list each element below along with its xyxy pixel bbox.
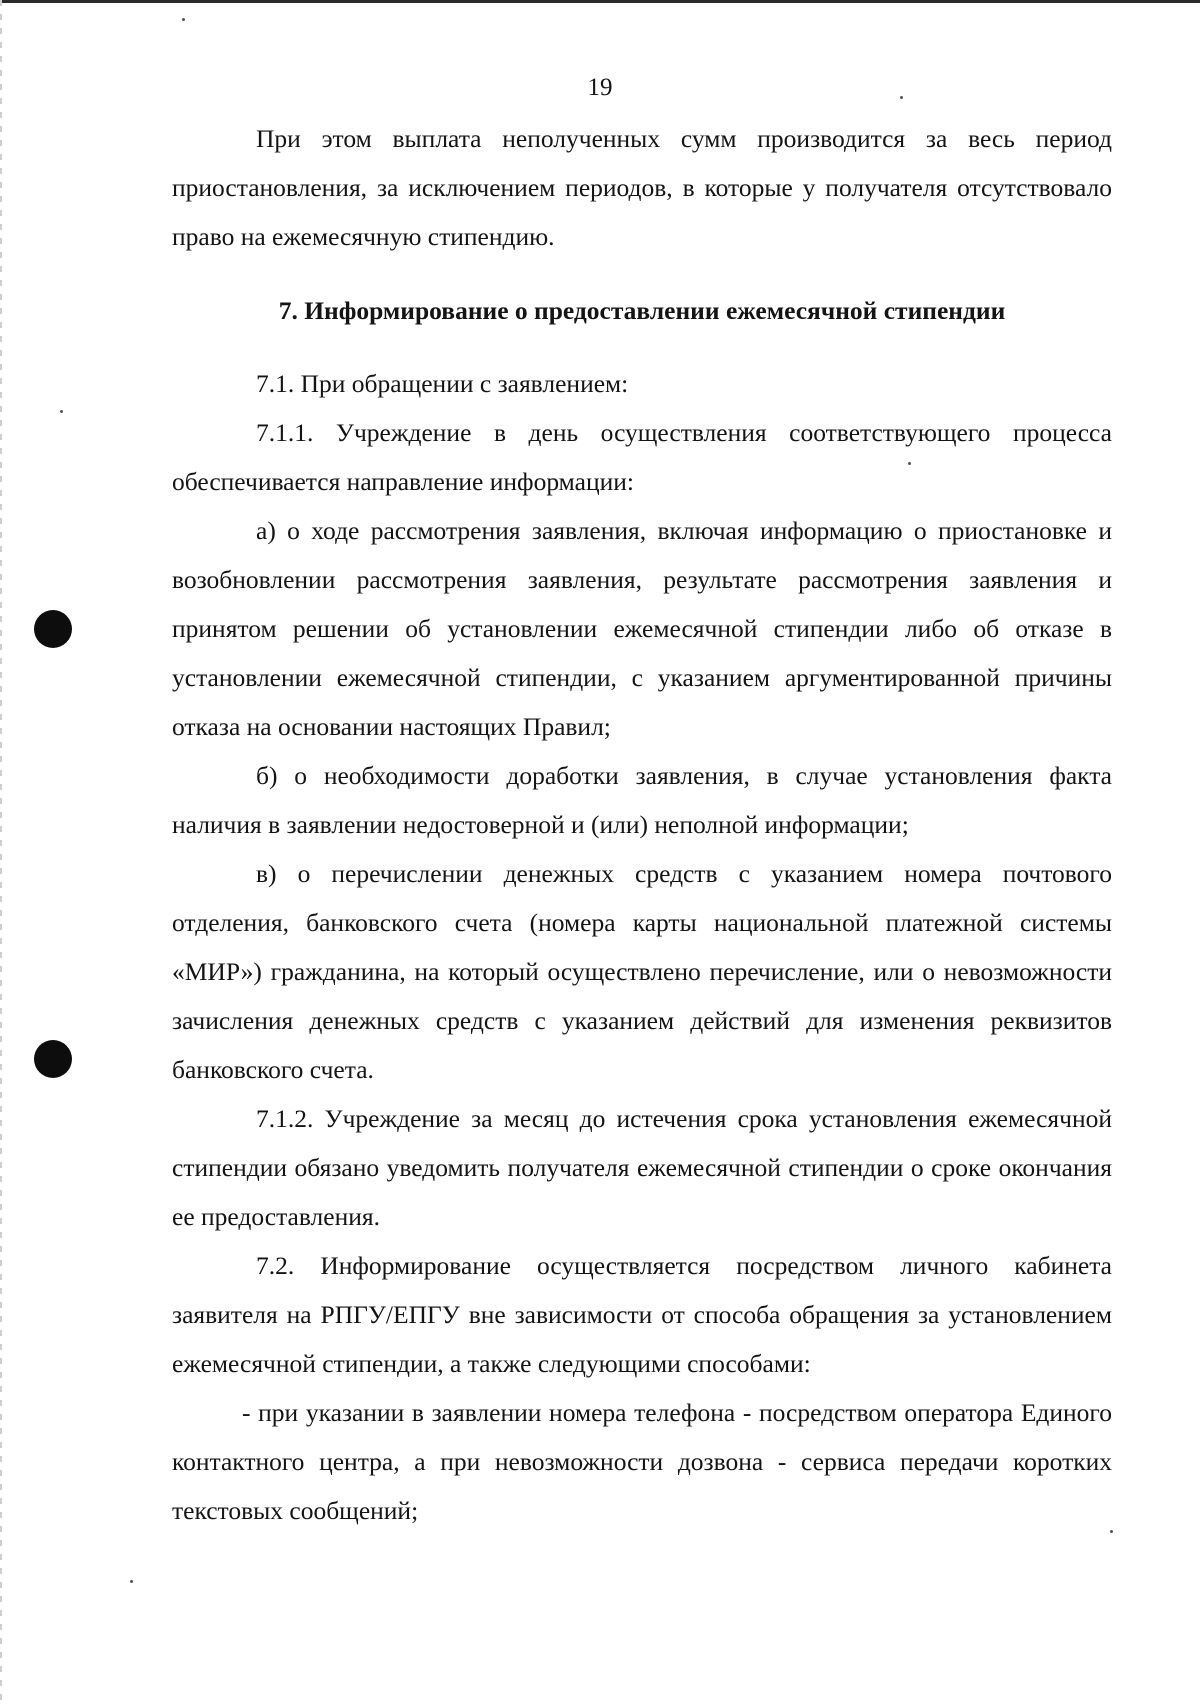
scan-left-edge xyxy=(0,0,2,1707)
paragraph-item-v: в) о перечислении денежных средств с указанием номера почтового отделения, банковского счета (номера карты национальной платежной системы «МИР») гражданина, на который осуществлено перечисление, или о невозможности зачисления денежных средств с указанием действий для изменения реквизитов банковского счета. xyxy=(172,859,1112,1084)
scan-speck xyxy=(1110,1530,1113,1533)
scan-speck xyxy=(900,96,903,99)
punch-hole-bottom xyxy=(34,1040,72,1078)
section-heading: 7. Информирование о предоставлении ежемесячной стипендии xyxy=(278,296,1006,325)
paragraph-7-1-1: 7.1.1. Учреждение в день осуществления соответствующего процесса обеспечивается направление информации: xyxy=(172,418,1112,496)
paragraph-7-1-2: 7.1.2. Учреждение за месяц до истечения срока установления ежемесячной стипендии обязано уведомить получателя ежемесячной стипендии о сроке окончания ее предоставления. xyxy=(172,1104,1112,1231)
scan-speck xyxy=(182,18,185,21)
scan-top-edge xyxy=(0,0,1200,3)
page-number: 19 xyxy=(587,74,613,101)
scan-speck xyxy=(130,1580,133,1583)
punch-hole-top xyxy=(34,610,72,648)
paragraph-phone-notification: - при указании в заявлении номера телефона - посредством оператора Единого контактного центра, а при невозможности дозвона - сервиса передачи коротких текстовых сообщений; xyxy=(172,1398,1112,1525)
paragraph-item-a: а) о ходе рассмотрения заявления, включая информацию о приостановке и возобновлении рассмотрения заявления, результате рассмотрения заявления и принятом решении об установлении ежемесячной стипендии либо об отказе в установлении ежемесячной стипендии, с указанием аргументированной причины отказа на основании настоящих Правил; xyxy=(172,516,1112,741)
document-body xyxy=(172,114,1112,1535)
paragraph-7-1: 7.1. При обращении с заявлением: xyxy=(256,369,629,398)
paragraph-7-2: 7.2. Информирование осуществляется посредством личного кабинета заявителя на РПГУ/ЕПГУ вне зависимости от способа обращения за установлением ежемесячной стипендии, а также следующими способами: xyxy=(172,1251,1112,1378)
paragraph-payment-period: При этом выплата неполученных сумм производится за весь период приостановления, за исключением периодов, в которые у получателя отсутствовало право на ежемесячную стипендию. xyxy=(172,124,1112,251)
scan-speck xyxy=(60,410,63,413)
scan-speck xyxy=(908,462,911,465)
paragraph-item-b: б) о необходимости доработки заявления, в случае установления факта наличия в заявлении недостоверной и (или) неполной информации; xyxy=(172,761,1112,839)
